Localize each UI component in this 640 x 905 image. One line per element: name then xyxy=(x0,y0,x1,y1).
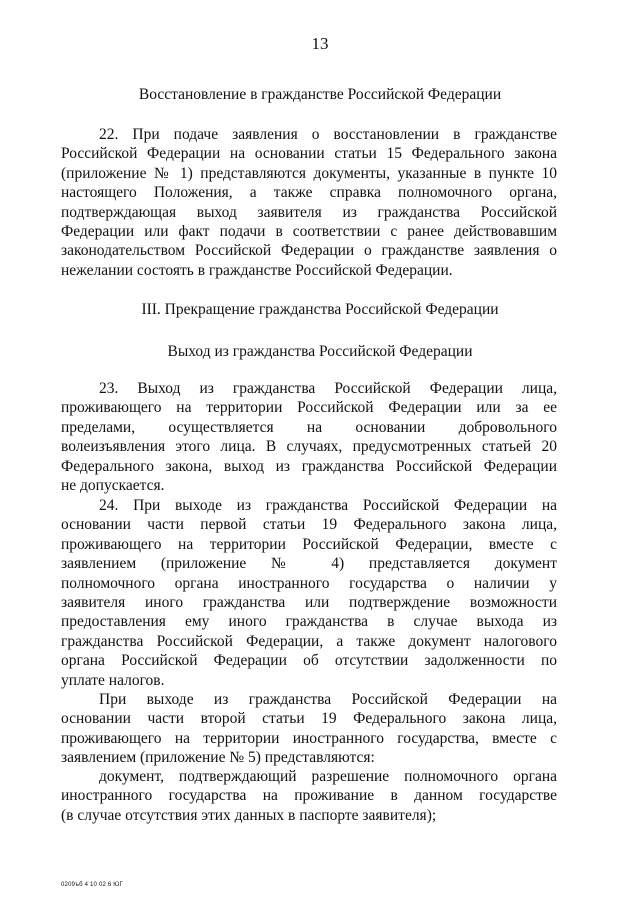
text-line: проживающего на территории Российской Федерации, вместе с xyxy=(61,535,557,553)
text-line: основании части второй статьи 19 Федерального закона лица, xyxy=(61,710,557,728)
text-line: заявлением (приложение № 4) представляется документ xyxy=(61,555,557,573)
text-line: волеизъявления этого лица. В случаях, предусмотренных статьей 20 xyxy=(61,438,557,456)
text-line: 24. При выходе из гражданства Российской Федерации на xyxy=(99,497,557,514)
heading-exit: Выход из гражданства Российской Федерации xyxy=(167,343,473,360)
text-line: 23. Выход из гражданства Российской Федерации лица, xyxy=(99,380,557,397)
text-line: настоящего Положения, а также справка полномочного органа, xyxy=(61,184,557,202)
text-line: заявителя иного гражданства или подтверждение возможности xyxy=(61,593,557,611)
text-line: нежелании состоять в гражданстве Российской Федерации. xyxy=(61,261,453,279)
text-line: (в случае отсутствия этих данных в паспорте заявителя); xyxy=(61,806,437,824)
paragraph-26 xyxy=(61,767,557,825)
paragraph-25 xyxy=(61,690,557,768)
heading-restoration: Восстановление в гражданстве Российской Федерации xyxy=(138,86,502,103)
page-number: 13 xyxy=(311,34,329,53)
text-line: документ, подтверждающий разрешение полномочного органа xyxy=(99,768,557,785)
text-line: уплате налогов. xyxy=(61,671,165,689)
text-line: Федерации или факт подачи в соответствии с ранее действовавшим xyxy=(61,222,557,240)
text-line: (приложение № 1) представляются документы, указанные в пункте 10 xyxy=(61,164,557,182)
text-line: подтверждающая выход заявителя из гражданства Российской xyxy=(61,203,557,221)
text-line: Федерального закона, выход из гражданства Российской Федерации xyxy=(61,457,557,475)
text-line: иностранного государства на проживание в данном государстве xyxy=(61,787,557,805)
text-line: гражданства Российской Федерации, а также документ налогового xyxy=(61,632,557,650)
text-line: При выходе из гражданства Российской Федерации на xyxy=(99,691,557,708)
text-line: проживающего на территории Российской Федерации или за ее xyxy=(61,399,557,417)
text-line: предоставления ему иного гражданства в случае выхода из xyxy=(61,613,557,631)
text-line: 22. При подаче заявления о восстановлении в гражданстве xyxy=(99,126,557,143)
paragraph-22 xyxy=(61,125,557,280)
text-line: пределами, осуществляется на основании добровольного xyxy=(61,418,557,436)
footer-code: 0209ъб 4 10 02 6 ЮГ xyxy=(61,882,124,888)
section-iii-heading: III. Прекращение гражданства Российской Федерации xyxy=(141,301,499,318)
paragraph-24 xyxy=(61,496,557,690)
paragraph-23 xyxy=(61,379,557,495)
text-line: законодательством Российской Федерации о гражданстве заявления о xyxy=(61,242,557,260)
text-line: не допускается. xyxy=(61,476,165,494)
text-line: проживающего на территории иностранного государства, вместе с xyxy=(61,729,557,747)
text-line: Российской Федерации на основании статьи 15 Федерального закона xyxy=(61,145,557,163)
text-line: основании части первой статьи 19 Федерального закона лица, xyxy=(61,516,557,534)
text-line: органа Российской Федерации об отсутствии задолженности по xyxy=(61,652,557,670)
text-line: полномочного органа иностранного государства о наличии у xyxy=(61,574,557,592)
text-line: заявлением (приложение № 5) представляются: xyxy=(61,749,375,767)
